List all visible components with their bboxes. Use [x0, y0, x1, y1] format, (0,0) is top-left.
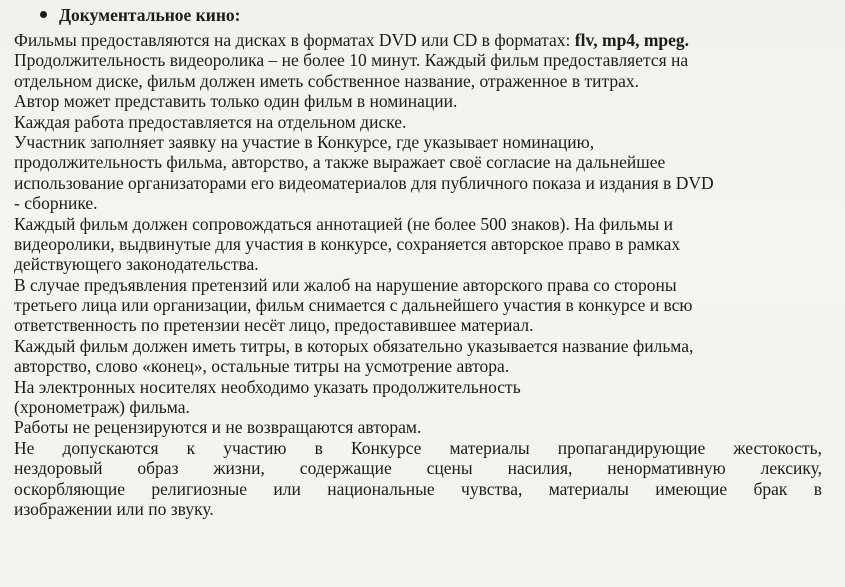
text-line: Каждый фильм должен сопровождаться аннотацией (не более 500 знаков). На фильмы и — [14, 213, 673, 234]
text-line: ответственность по претензии несёт лицо, предоставившее материал. — [14, 315, 534, 336]
text-line: изображении или по звуку. — [14, 498, 214, 519]
text-line: Работы не рецензируются и не возвращаются авторам. — [14, 417, 422, 438]
text-line: Продолжительность видеоролика – не более 10 минут. Каждый фильм предоставляется на — [14, 50, 689, 71]
text-line: В случае предъявления претензий или жалоб на нарушение авторского права со стороны — [14, 274, 677, 295]
text-line: авторство, слово «конец», остальные титры на усмотрение автора. — [14, 356, 510, 377]
heading-text: Документальное кино: — [59, 5, 241, 25]
text-line — [14, 30, 822, 50]
text-line: Каждая работа предоставляется на отдельном диске. — [14, 111, 407, 132]
text-line: продолжительность фильма, авторство, а также выражает своё согласие на дальнейшее — [14, 152, 666, 173]
document-body — [14, 30, 822, 519]
text-line: третьего лица или организации, фильм снимается с дальнейшего участия в конкурсе и всю — [14, 295, 693, 316]
text-line: действующего законодательства. — [14, 254, 259, 275]
text-line: (хронометраж) фильма. — [14, 397, 190, 418]
text-line: нездоровый образ жизни, содержащие сцены насилия, ненормативную лексику, — [14, 458, 822, 479]
text-line: Не допускаются к участию в Конкурсе материалы пропагандирующие жестокость, — [14, 437, 822, 458]
text-line: Участник заполняет заявку на участие в Конкурсе, где указывает номинацию, — [14, 131, 595, 152]
text-line: отдельном диске, фильм должен иметь собственное название, отраженное в титрах. — [14, 70, 639, 91]
text-line: видеоролики, выдвинутые для участия в конкурсе, сохраняется авторское право в рамках — [14, 233, 681, 254]
text-line: На электронных носителях необходимо указать продолжительность — [14, 376, 521, 397]
section-heading — [40, 4, 241, 26]
text-line: Автор может представить только один фильм в номинации. — [14, 91, 458, 112]
text-line-content: Фильмы предоставляются на дисках в форматах DVD или CD в форматах: — [14, 30, 575, 50]
text-line: оскорбляющие религиозные или национальные чувства, материалы имеющие брак в — [14, 478, 822, 499]
text-line: использование организаторами его видеоматериалов для публичного показа и издания в DVD — [14, 172, 714, 193]
text-line: Каждый фильм должен иметь титры, в которых обязательно указывается название фильма, — [14, 335, 694, 356]
formats-bold: flv, mp4, mpeg. — [574, 30, 690, 50]
text-line: - сборнике. — [14, 193, 98, 214]
bullet-icon — [40, 11, 47, 18]
